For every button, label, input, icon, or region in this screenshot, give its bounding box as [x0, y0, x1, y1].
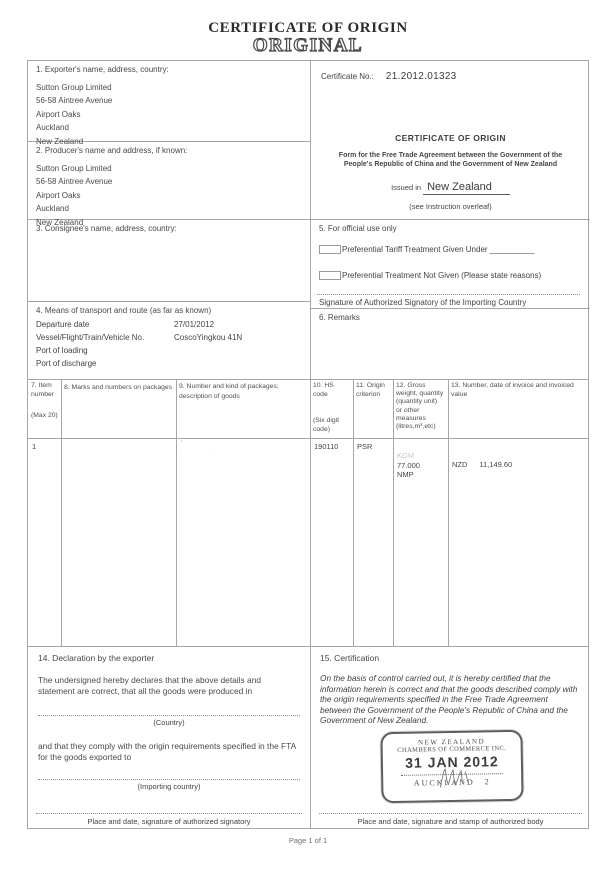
table-col-line-10-11 — [353, 379, 354, 646]
exporter-address-line: Auckland — [36, 123, 69, 133]
transport-row — [36, 318, 302, 331]
invoice-currency: NZD — [452, 460, 468, 469]
country-note: (Country) — [153, 718, 185, 727]
col-header-invoice-title: 13. Number, date of invoice and invoiced value — [451, 382, 574, 398]
signature-scribble — [437, 766, 473, 791]
stamp-org-line1: NEW ZEALAND — [417, 737, 486, 747]
remarks-box — [311, 309, 590, 379]
exporter-label: 1. Exporter's name, address, country: — [36, 65, 169, 74]
exporter-address-line: New Zealand — [36, 136, 84, 146]
chamber-stamp — [380, 730, 523, 803]
col-header-origin-title: 11. Origin criterion — [356, 382, 385, 398]
importing-signatory-label: Signature of Authorized Signatory of the Importing Country — [319, 298, 527, 307]
producer-address-line: Sutton Group Limited — [36, 164, 112, 173]
vessel-label: Vessel/Flight/Train/Vehicle No. — [36, 333, 145, 342]
declaration-signature-label: Place and date, signature of authorized signatory — [87, 817, 251, 826]
producer-address — [36, 162, 302, 229]
producer-address-line: Airport Oaks — [36, 190, 81, 200]
departure-date-label: Departure date — [36, 320, 90, 329]
declaration-signature-line — [36, 813, 302, 814]
transport-box — [28, 302, 310, 379]
cell-invoice-value — [452, 460, 512, 469]
certificate-subtitle: Form for the Free Trade Agreement between the Government of the People's Republic of China and the Government of New Zealand — [338, 152, 563, 168]
preferential-not-given-row — [319, 271, 582, 280]
cell-hs-code: 190110 — [314, 442, 339, 451]
exporter-address-line: Sutton Group Limited — [36, 83, 112, 92]
stamp-city: AUCKLAND — [413, 777, 475, 788]
port-discharge-label: Port of discharge — [36, 359, 97, 368]
cell-weight-unit: KGM — [397, 451, 415, 460]
cell-quantity-block — [397, 451, 420, 480]
col-header-packages — [176, 379, 310, 405]
table-col-line-12-13 — [448, 379, 449, 646]
stamp-org-line2: CHAMBERS OF COMMERCE INC. — [397, 745, 507, 754]
table-col-line-8-9 — [176, 379, 177, 646]
declaration-paragraph-2: and that they comply with the origin requirements specified in the FTA for the goods exported to — [38, 741, 296, 762]
exporter-address-line: Airport Oaks — [36, 109, 81, 119]
certificate-no-label: Certificate No.: — [321, 72, 374, 81]
producer-address-line: Auckland — [36, 204, 69, 214]
col-header-hs-title: 10. HS code — [313, 382, 334, 398]
cell-measure-code: NMP — [397, 470, 414, 479]
producer-address-line: 56-58 Aintree Avenue — [36, 177, 113, 187]
signature-dotted-line — [317, 294, 580, 295]
col-header-gross — [393, 379, 448, 434]
consignee-label: 3. Consignee's name, address, country: — [36, 224, 177, 233]
exporter-box — [28, 61, 310, 146]
instruction-note: (see Instruction overleaf) — [409, 202, 492, 211]
transport-row — [36, 344, 302, 357]
certification-label: 15. Certification — [320, 653, 380, 663]
cell-description-mark: ' — [181, 441, 183, 447]
checkbox-preferential-not-given — [319, 271, 341, 280]
importing-country-note: (Importing country) — [137, 782, 201, 791]
declaration-box — [28, 647, 310, 830]
declaration-label: 14. Declaration by the exporter — [38, 653, 155, 663]
official-use-label: 5. For official use only — [319, 224, 397, 233]
exporter-address — [36, 81, 302, 148]
issued-in-value: New Zealand — [423, 181, 510, 195]
col-header-invoice — [448, 379, 590, 402]
col-header-item-note: (Max 20) — [31, 412, 58, 420]
col-header-marks-title: 8. Marks and numbers on packages — [64, 384, 173, 391]
issued-in-label: Issued in — [391, 183, 422, 192]
col-header-item-title: 7. Item number — [31, 382, 55, 398]
certificate-title: CERTIFICATE OF ORIGIN — [395, 133, 506, 143]
port-loading-label: Port of loading — [36, 346, 88, 355]
preferential-not-given-text: Preferential Treatment Not Given (Please state reasons) — [342, 271, 542, 280]
exporter-address-line: 56-58 Aintree Avenue — [36, 96, 113, 106]
col-header-packages-title: 9. Number and kind of packages; description of goods — [179, 383, 279, 400]
country-dotted-line — [38, 715, 300, 716]
vessel-value: CoscoYingkou 41N — [174, 333, 243, 342]
transport-row — [36, 331, 302, 344]
col-header-origin — [353, 379, 393, 402]
invoice-amount: 11,149.60 — [479, 460, 513, 469]
cell-weight-value: 77.000 — [397, 460, 420, 470]
stamp-date: 31 JAN 2012 — [405, 753, 499, 771]
certificate-no-value: 21.2012.01323 — [385, 71, 457, 82]
certification-signature-label: Place and date, signature and stamp of authorized body — [357, 817, 544, 826]
page-number: Page 1 of 1 — [288, 836, 328, 845]
col-header-gross-title: 12. Gross weight, quantity (quantity unit) or other measures (litres,m³,etc) — [396, 382, 444, 431]
col-header-item — [28, 379, 61, 424]
col-header-marks — [61, 379, 176, 396]
stamp-number: 2 — [484, 777, 491, 787]
remarks-label: 6. Remarks — [319, 313, 360, 322]
col-header-hs-note: (Six digit code) — [313, 417, 340, 433]
certification-signature-line — [319, 813, 582, 814]
checkbox-preferential-given — [319, 245, 341, 254]
departure-date-value: 27/01/2012 — [174, 320, 215, 329]
transport-label: 4. Means of transport and route (as far as known) — [36, 306, 212, 315]
issued-in-line — [311, 181, 590, 193]
form-frame — [27, 60, 589, 829]
preferential-given-text: Preferential Tariff Treatment Given Under __________ — [342, 245, 535, 254]
certification-paragraph: On the basis of control carried out, it is hereby certified that the information herein is correct and that the goods described comply with the origin requirements specified in the Free Trade Agreement between the Government of the People's Republic of China and the Government of New Zealand. — [320, 673, 578, 726]
preferential-given-row — [319, 245, 582, 254]
producer-box — [28, 142, 310, 227]
certificate-header-box — [311, 61, 590, 219]
certification-box — [311, 647, 590, 830]
producer-address-line: New Zealand — [36, 217, 84, 227]
declaration-paragraph-1: The undersigned hereby declares that the above details and statement are correct, that all the goods were produced in — [38, 675, 262, 696]
producer-label: 2. Producer's name and address, if known: — [36, 146, 188, 155]
col-header-hs — [310, 379, 353, 437]
importing-country-dotted-line — [38, 779, 300, 780]
divider-table-header-bottom — [28, 438, 588, 439]
cell-item-number: 1 — [32, 442, 37, 451]
cell-origin-criterion: PSR — [357, 442, 373, 451]
transport-row — [36, 357, 302, 370]
table-col-line-7-8 — [61, 379, 62, 646]
official-use-box — [311, 220, 590, 308]
page-title: CERTIFICATE OF ORIGIN — [208, 20, 408, 36]
copy-type-stamp: ORIGINAL — [252, 35, 364, 56]
consignee-box — [28, 220, 310, 301]
cell-description-ghost: · ·· · ·· · — [181, 452, 224, 458]
